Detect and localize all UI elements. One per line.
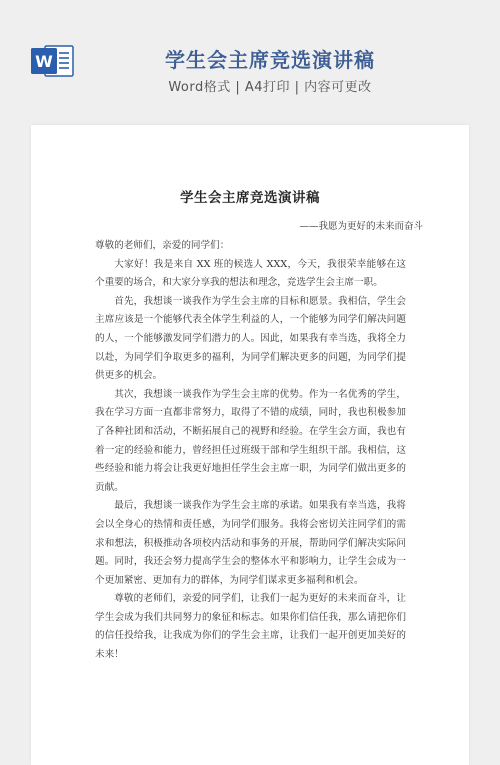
svg-text:W: W	[35, 52, 53, 71]
paragraph-intro: 大家好！我是来自 XX 班的候选人 XXX，今天，我很荣幸能够在这个重要的场合，和大家分享我的想法和理念，竞选学生会主席一职。	[95, 258, 406, 289]
paragraph-goals: 首先，我想谈一谈我作为学生会主席的目标和愿景。我相信，学生会主席应该是一个能够代表全体学生利益的人，一个能够为同学们解决问题的人，一个能够激发同学们潜力的人。因此，如果我有幸当选，我将全力以赴，为同学们争取更多的福利，为同学们解决更多的问题，为同学们提供更多的机会。	[95, 295, 406, 382]
page-subtitle: Word格式 | A4打印 | 内容可更改	[168, 80, 372, 95]
page-title: 学生会主席竞选演讲稿	[165, 48, 375, 72]
document-page	[31, 125, 469, 765]
paragraph-promise: 最后，我想谈一谈我作为学生会主席的承诺。如果我有幸当选，我将会以全身心的热情和责任感，为同学们服务。我将会密切关注同学们的需求和想法，积极推动各项校内活动和事务的开展，帮助同学们解决实际问题。同时，我还会努力提高学生会的整体水平和影响力，让学生会成为一个更加紧密、更加有力的群体，为同学们谋求更多福利和机会。	[95, 500, 406, 586]
page-header	[0, 0, 500, 118]
document-motto: ——我愿为更好的未来而奋斗	[299, 221, 423, 232]
salutation: 尊敬的老师们，亲爱的同学们：	[95, 240, 230, 251]
paragraph-strengths: 其次，我想谈一谈我作为学生会主席的优势。作为一名优秀的学生，我在学习方面一直都非常努力，取得了不错的成绩，同时，我也积极参加了各种社团和活动，不断拓展自己的视野和经验。在学生会方面，我也有着一定的经验和能力，曾经担任过班级干部和学生组织干部。我相信，这些经验和能力将会让我更好地担任学生会主席一职，为同学们做出更多的贡献。	[95, 388, 406, 493]
paragraph-closing: 尊敬的老师们，亲爱的同学们，让我们一起为更好的未来而奋斗，让学生会成为我们共同努力的象征和标志。如果你们信任我，那么请把你们的信任投给我，让我成为你们的学生会主席，让我们一起开创更加美好的未来！	[95, 593, 406, 661]
document-body	[95, 237, 406, 665]
document-title: 学生会主席竞选演讲稿	[180, 190, 320, 206]
